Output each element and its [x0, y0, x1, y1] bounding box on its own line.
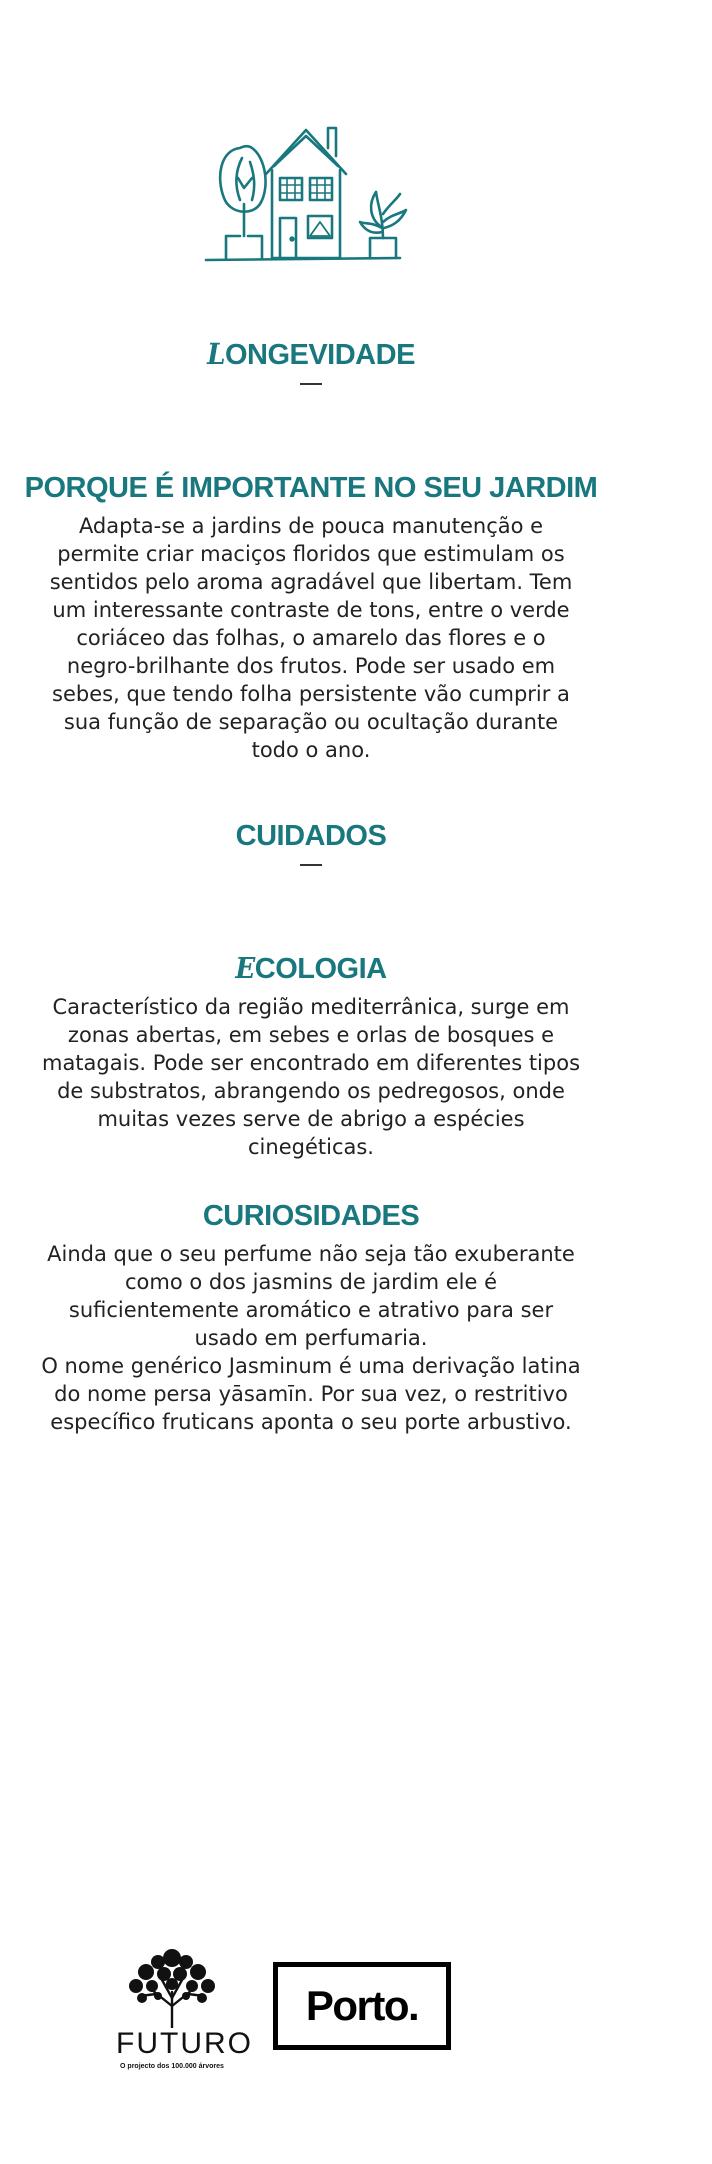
curiosities-section — [0, 1198, 622, 1436]
tree-logo-icon — [116, 1944, 228, 2028]
ecology-title: ECOLOGIA — [235, 951, 387, 985]
house-with-tree-and-plant-icon — [200, 118, 410, 270]
ecology-section — [0, 950, 622, 1161]
porto-wordmark: Porto. — [305, 1982, 419, 2029]
longevity-section — [0, 336, 622, 385]
curiosities-title: CURIOSIDADES — [202, 1200, 420, 1232]
curiosities-text: Ainda que o seu perfume não seja tão exuberante como o dos jasmins de jardim ele é suficientemente aromático e atrativo para ser usado em perfumaria. O nome genérico Jasminum é uma derivação latina do nome persa yāsamīn. Por sua vez, o restritivo específico fruticans aponta o seu porte arbustivo. — [41, 1242, 581, 1434]
importance-title: PORQUE É IMPORTANTE NO SEU JARDIM — [24, 472, 598, 504]
futuro-wordmark: FUTURO — [116, 2027, 253, 2060]
importance-text: Adapta-se a jardins de pouca manutenção e permite criar maciços floridos que estimulam os sentidos pelo aroma agradável que libertam. Tem um interessante contraste de tons, entre o verde coriáceo das folhas, o amarelo das flores e o negro-brilhante dos frutos. Pode ser usado em sebes, que tendo folha persistente vão cumprir a sua função de separação ou ocultação durante todo o ano. — [49, 514, 573, 762]
care-section — [0, 818, 622, 866]
care-title: CUIDADOS — [235, 820, 387, 852]
longevity-empty-dash — [300, 383, 322, 385]
futuro-tagline: O projecto dos 100.000 árvores — [120, 2063, 224, 2070]
care-empty-dash — [300, 864, 322, 866]
futuro-logo[interactable] — [116, 1944, 253, 2072]
importance-section — [0, 470, 622, 764]
ecology-text: Característico da região mediterrânica, surge em zonas abertas, em sebes e orlas de bosques e matagais. Pode ser encontrado em diferentes tipos de substratos, abrangendo os pedregosos, onde muitas vezes serve de abrigo a espécies cinegéticas. — [41, 995, 581, 1159]
longevity-title: LONGEVIDADE — [207, 337, 415, 371]
porto-logo[interactable] — [273, 1962, 451, 2050]
